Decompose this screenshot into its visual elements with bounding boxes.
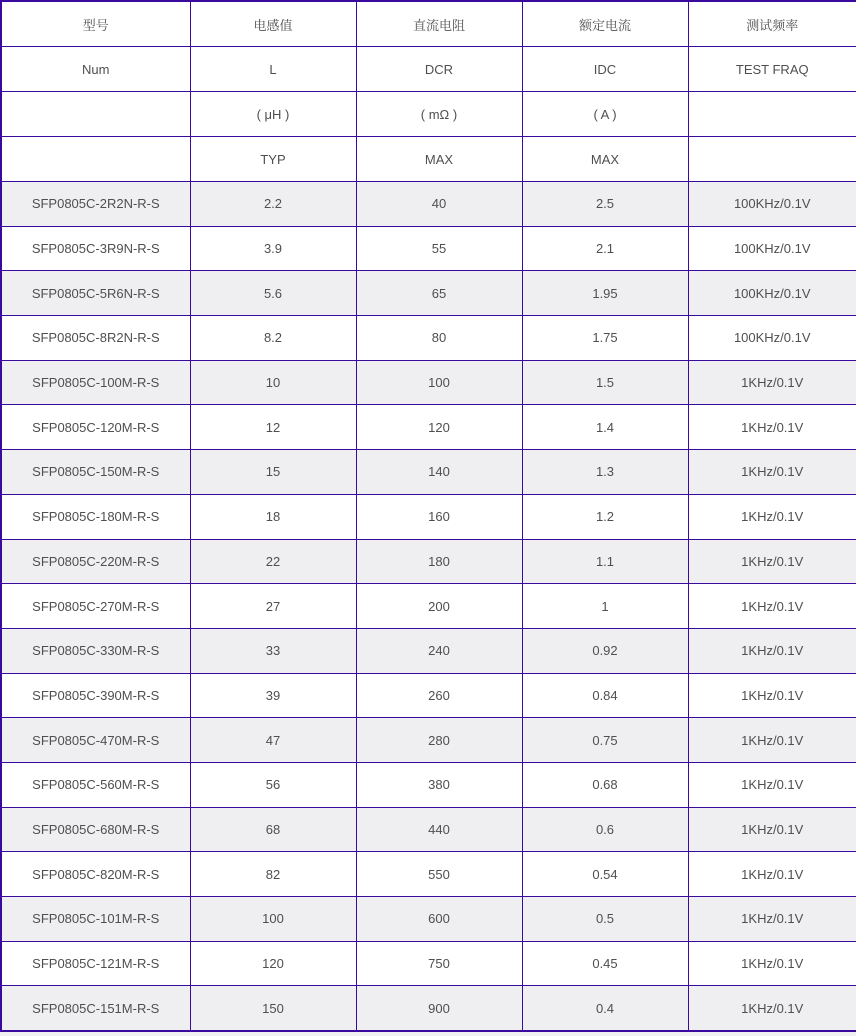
- header-cell: L: [190, 47, 356, 92]
- table-row: [1, 271, 856, 316]
- spec-value-cell: 1KHz/0.1V: [688, 807, 856, 852]
- table-row: [1, 986, 856, 1031]
- spec-value-cell: 1.5: [522, 360, 688, 405]
- header-cell: 直流电阻: [356, 1, 522, 47]
- header-cell: ( A ): [522, 92, 688, 137]
- spec-value-cell: 440: [356, 807, 522, 852]
- spec-value-cell: 1: [522, 584, 688, 629]
- spec-value-cell: 2.1: [522, 226, 688, 271]
- spec-value-cell: 5.6: [190, 271, 356, 316]
- spec-value-cell: 1KHz/0.1V: [688, 762, 856, 807]
- spec-value-cell: 0.75: [522, 718, 688, 763]
- spec-value-cell: 100KHz/0.1V: [688, 226, 856, 271]
- header-row: [1, 47, 856, 92]
- spec-value-cell: 56: [190, 762, 356, 807]
- spec-value-cell: 1KHz/0.1V: [688, 405, 856, 450]
- part-number-cell: SFP0805C-180M-R-S: [1, 494, 190, 539]
- header-cell: ( mΩ ): [356, 92, 522, 137]
- part-number-cell: SFP0805C-390M-R-S: [1, 673, 190, 718]
- table-row: [1, 584, 856, 629]
- table-row: [1, 897, 856, 942]
- part-number-cell: SFP0805C-270M-R-S: [1, 584, 190, 629]
- part-number-cell: SFP0805C-680M-R-S: [1, 807, 190, 852]
- spec-value-cell: 1KHz/0.1V: [688, 897, 856, 942]
- header-cell: ( μH ): [190, 92, 356, 137]
- spec-value-cell: 160: [356, 494, 522, 539]
- spec-value-cell: 120: [190, 941, 356, 986]
- header-cell: [688, 92, 856, 137]
- spec-value-cell: 260: [356, 673, 522, 718]
- spec-value-cell: 1KHz/0.1V: [688, 539, 856, 584]
- spec-value-cell: 100KHz/0.1V: [688, 182, 856, 227]
- spec-value-cell: 100: [190, 897, 356, 942]
- spec-table-head: [1, 1, 856, 182]
- spec-value-cell: 55: [356, 226, 522, 271]
- spec-value-cell: 2.5: [522, 182, 688, 227]
- spec-value-cell: 550: [356, 852, 522, 897]
- spec-value-cell: 1.2: [522, 494, 688, 539]
- part-number-cell: SFP0805C-100M-R-S: [1, 360, 190, 405]
- part-number-cell: SFP0805C-8R2N-R-S: [1, 316, 190, 361]
- part-number-cell: SFP0805C-121M-R-S: [1, 941, 190, 986]
- spec-value-cell: 0.45: [522, 941, 688, 986]
- spec-value-cell: 10: [190, 360, 356, 405]
- spec-value-cell: 150: [190, 986, 356, 1031]
- header-row: [1, 92, 856, 137]
- part-number-cell: SFP0805C-150M-R-S: [1, 450, 190, 495]
- header-cell: [1, 137, 190, 182]
- spec-value-cell: 33: [190, 628, 356, 673]
- table-row: [1, 762, 856, 807]
- part-number-cell: SFP0805C-2R2N-R-S: [1, 182, 190, 227]
- spec-value-cell: 1.3: [522, 450, 688, 495]
- spec-value-cell: 0.84: [522, 673, 688, 718]
- spec-value-cell: 15: [190, 450, 356, 495]
- header-cell: 电感值: [190, 1, 356, 47]
- spec-value-cell: 140: [356, 450, 522, 495]
- spec-value-cell: 180: [356, 539, 522, 584]
- header-cell: [688, 137, 856, 182]
- header-cell: [1, 92, 190, 137]
- table-row: [1, 539, 856, 584]
- spec-value-cell: 100KHz/0.1V: [688, 316, 856, 361]
- spec-value-cell: 8.2: [190, 316, 356, 361]
- header-cell: 额定电流: [522, 1, 688, 47]
- spec-value-cell: 240: [356, 628, 522, 673]
- table-row: [1, 226, 856, 271]
- header-cell: MAX: [356, 137, 522, 182]
- table-row: [1, 360, 856, 405]
- header-cell: TYP: [190, 137, 356, 182]
- spec-value-cell: 280: [356, 718, 522, 763]
- header-cell: IDC: [522, 47, 688, 92]
- spec-value-cell: 200: [356, 584, 522, 629]
- spec-value-cell: 2.2: [190, 182, 356, 227]
- spec-value-cell: 82: [190, 852, 356, 897]
- spec-value-cell: 1KHz/0.1V: [688, 450, 856, 495]
- table-row: [1, 852, 856, 897]
- header-row: [1, 1, 856, 47]
- spec-value-cell: 1KHz/0.1V: [688, 494, 856, 539]
- spec-value-cell: 47: [190, 718, 356, 763]
- table-row: [1, 316, 856, 361]
- spec-value-cell: 0.4: [522, 986, 688, 1031]
- spec-value-cell: 1KHz/0.1V: [688, 584, 856, 629]
- spec-value-cell: 68: [190, 807, 356, 852]
- part-number-cell: SFP0805C-101M-R-S: [1, 897, 190, 942]
- header-cell: DCR: [356, 47, 522, 92]
- table-row: [1, 628, 856, 673]
- spec-value-cell: 39: [190, 673, 356, 718]
- spec-value-cell: 1.4: [522, 405, 688, 450]
- spec-value-cell: 0.92: [522, 628, 688, 673]
- part-number-cell: SFP0805C-5R6N-R-S: [1, 271, 190, 316]
- spec-value-cell: 27: [190, 584, 356, 629]
- spec-value-cell: 1KHz/0.1V: [688, 986, 856, 1031]
- part-number-cell: SFP0805C-120M-R-S: [1, 405, 190, 450]
- spec-value-cell: 40: [356, 182, 522, 227]
- header-cell: Num: [1, 47, 190, 92]
- spec-value-cell: 1.75: [522, 316, 688, 361]
- part-number-cell: SFP0805C-220M-R-S: [1, 539, 190, 584]
- part-number-cell: SFP0805C-151M-R-S: [1, 986, 190, 1031]
- part-number-cell: SFP0805C-330M-R-S: [1, 628, 190, 673]
- spec-value-cell: 750: [356, 941, 522, 986]
- part-number-cell: SFP0805C-3R9N-R-S: [1, 226, 190, 271]
- table-row: [1, 718, 856, 763]
- spec-value-cell: 1KHz/0.1V: [688, 360, 856, 405]
- spec-value-cell: 380: [356, 762, 522, 807]
- spec-value-cell: 120: [356, 405, 522, 450]
- spec-value-cell: 18: [190, 494, 356, 539]
- spec-value-cell: 1KHz/0.1V: [688, 673, 856, 718]
- table-row: [1, 494, 856, 539]
- table-row: [1, 405, 856, 450]
- header-cell: MAX: [522, 137, 688, 182]
- part-number-cell: SFP0805C-560M-R-S: [1, 762, 190, 807]
- header-row: [1, 137, 856, 182]
- spec-value-cell: 3.9: [190, 226, 356, 271]
- spec-table-body: [1, 182, 856, 1032]
- table-row: [1, 807, 856, 852]
- header-cell: TEST FRAQ: [688, 47, 856, 92]
- spec-value-cell: 0.6: [522, 807, 688, 852]
- spec-value-cell: 1KHz/0.1V: [688, 941, 856, 986]
- part-number-cell: SFP0805C-820M-R-S: [1, 852, 190, 897]
- spec-value-cell: 65: [356, 271, 522, 316]
- part-number-cell: SFP0805C-470M-R-S: [1, 718, 190, 763]
- spec-value-cell: 12: [190, 405, 356, 450]
- spec-value-cell: 1KHz/0.1V: [688, 852, 856, 897]
- table-row: [1, 182, 856, 227]
- table-row: [1, 450, 856, 495]
- header-cell: 测试频率: [688, 1, 856, 47]
- spec-value-cell: 1KHz/0.1V: [688, 718, 856, 763]
- spec-value-cell: 900: [356, 986, 522, 1031]
- spec-value-cell: 80: [356, 316, 522, 361]
- spec-value-cell: 0.5: [522, 897, 688, 942]
- spec-value-cell: 0.54: [522, 852, 688, 897]
- header-cell: 型号: [1, 1, 190, 47]
- spec-value-cell: 22: [190, 539, 356, 584]
- table-row: [1, 941, 856, 986]
- spec-value-cell: 100: [356, 360, 522, 405]
- spec-value-cell: 0.68: [522, 762, 688, 807]
- spec-value-cell: 100KHz/0.1V: [688, 271, 856, 316]
- table-row: [1, 673, 856, 718]
- spec-value-cell: 1.1: [522, 539, 688, 584]
- spec-value-cell: 1.95: [522, 271, 688, 316]
- spec-value-cell: 1KHz/0.1V: [688, 628, 856, 673]
- spec-value-cell: 600: [356, 897, 522, 942]
